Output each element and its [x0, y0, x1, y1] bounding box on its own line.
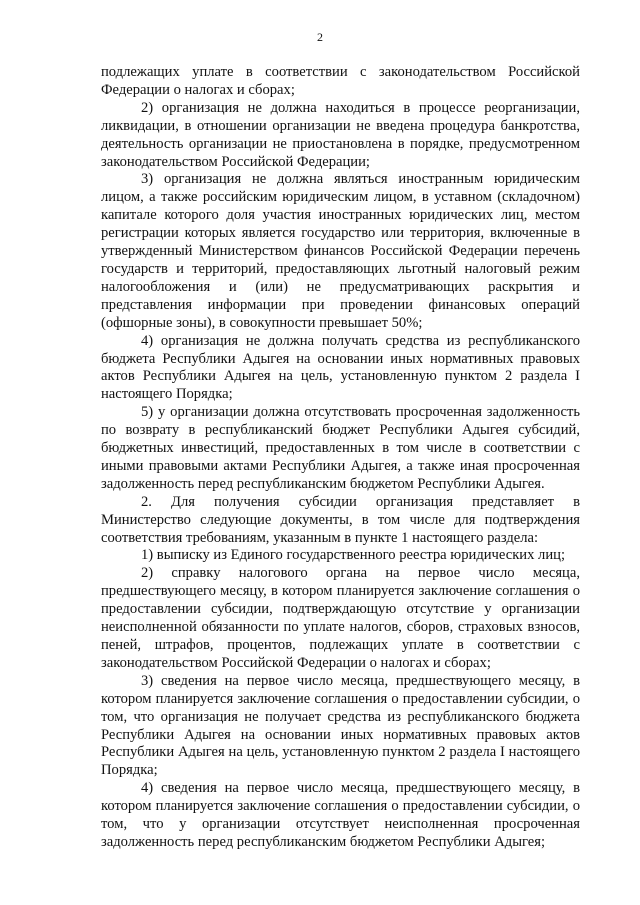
page-number: 2: [317, 30, 323, 44]
paragraph-doc-3-funds-info: 3) сведения на первое число месяца, предшествующего месяцу, в котором планируется заключение соглашения о предоставлении субсидии, о том, что организация не получает средства из республиканского бюджета Республики Адыгея на основании иных нормативных правовых актов Республики Адыгея на цель, установленную пунктом 2 раздела I настоящего Порядка;: [101, 672, 580, 779]
paragraph-section-2-documents: 2. Для получения субсидии организация представляет в Министерство следующие документы, в том числе для подтверждения соответствия требованиям, указанным в пункте 1 настоящего раздела:: [101, 493, 580, 546]
paragraph-doc-4-debt-info: 4) сведения на первое число месяца, предшествующего месяцу, в котором планируется заключение соглашения о предоставлении субсидии, о том, что у организации отсутствует неисполненная просроченная задолженность перед республиканским бюджетом Республики Адыгея;: [101, 780, 580, 850]
paragraph-continuation: подлежащих уплате в соответствии с законодательством Российской Федерации о налогах и сборах;: [101, 64, 580, 98]
paragraph-item-3-foreign-entity: 3) организация не должна являться иностранным юридическим лицом, а также российским юридическим лицом, в уставном (складочном) капитале которого доля участия иностранных юридических лиц, местом регистрации которых является государство или территория, включенные в утвержденный Министерством финансов Российской Федерации перечень государств и территорий, предоставляющих льготный налоговый режим налогообложения и (или) не предусматривающих раскрытия и представления информации при проведении финансовых операций (офшорные зоны), в совокупности превышает 50%;: [101, 171, 580, 331]
paragraph-doc-1-registry-extract: 1) выписку из Единого государственного реестра юридических лиц;: [141, 547, 566, 564]
paragraph-item-2-reorganization: 2) организация не должна находиться в процессе реорганизации, ликвидации, в отношении организации не введена процедура банкротства, деятельность организации не приостановлена в порядке, предусмотренном законодательством Российской Федерации;: [101, 99, 580, 170]
paragraph-item-5-overdue-debt: 5) у организации должна отсутствовать просроченная задолженность по возврату в республиканский бюджет Республики Адыгея субсидий, бюджетных инвестиций, предоставленных в том числе в соответствии с иными правовыми актами Республики Адыгея, а также иная просроченная задолженность перед республиканским бюджетом Республики Адыгея.: [101, 404, 580, 492]
paragraph-item-4-budget-funds: 4) организация не должна получать средства из республиканского бюджета Республики Адыгея на основании иных нормативных правовых актов Республики Адыгея на цель, установленную пунктом 2 раздела I настоящего Порядка;: [101, 332, 580, 403]
document-body: [101, 64, 580, 852]
paragraph-doc-2-tax-certificate: 2) справку налогового органа на первое число месяца, предшествующего месяцу, в котором планируется заключение соглашения о предоставлении субсидии, подтверждающую отсутствие у организации неисполненной обязанности по уплате налогов, сборов, страховых взносов, пеней, штрафов, процентов, подлежащих уплате в соответствии с законодательством Российской Федерации о налогах и сборах;: [101, 565, 580, 671]
